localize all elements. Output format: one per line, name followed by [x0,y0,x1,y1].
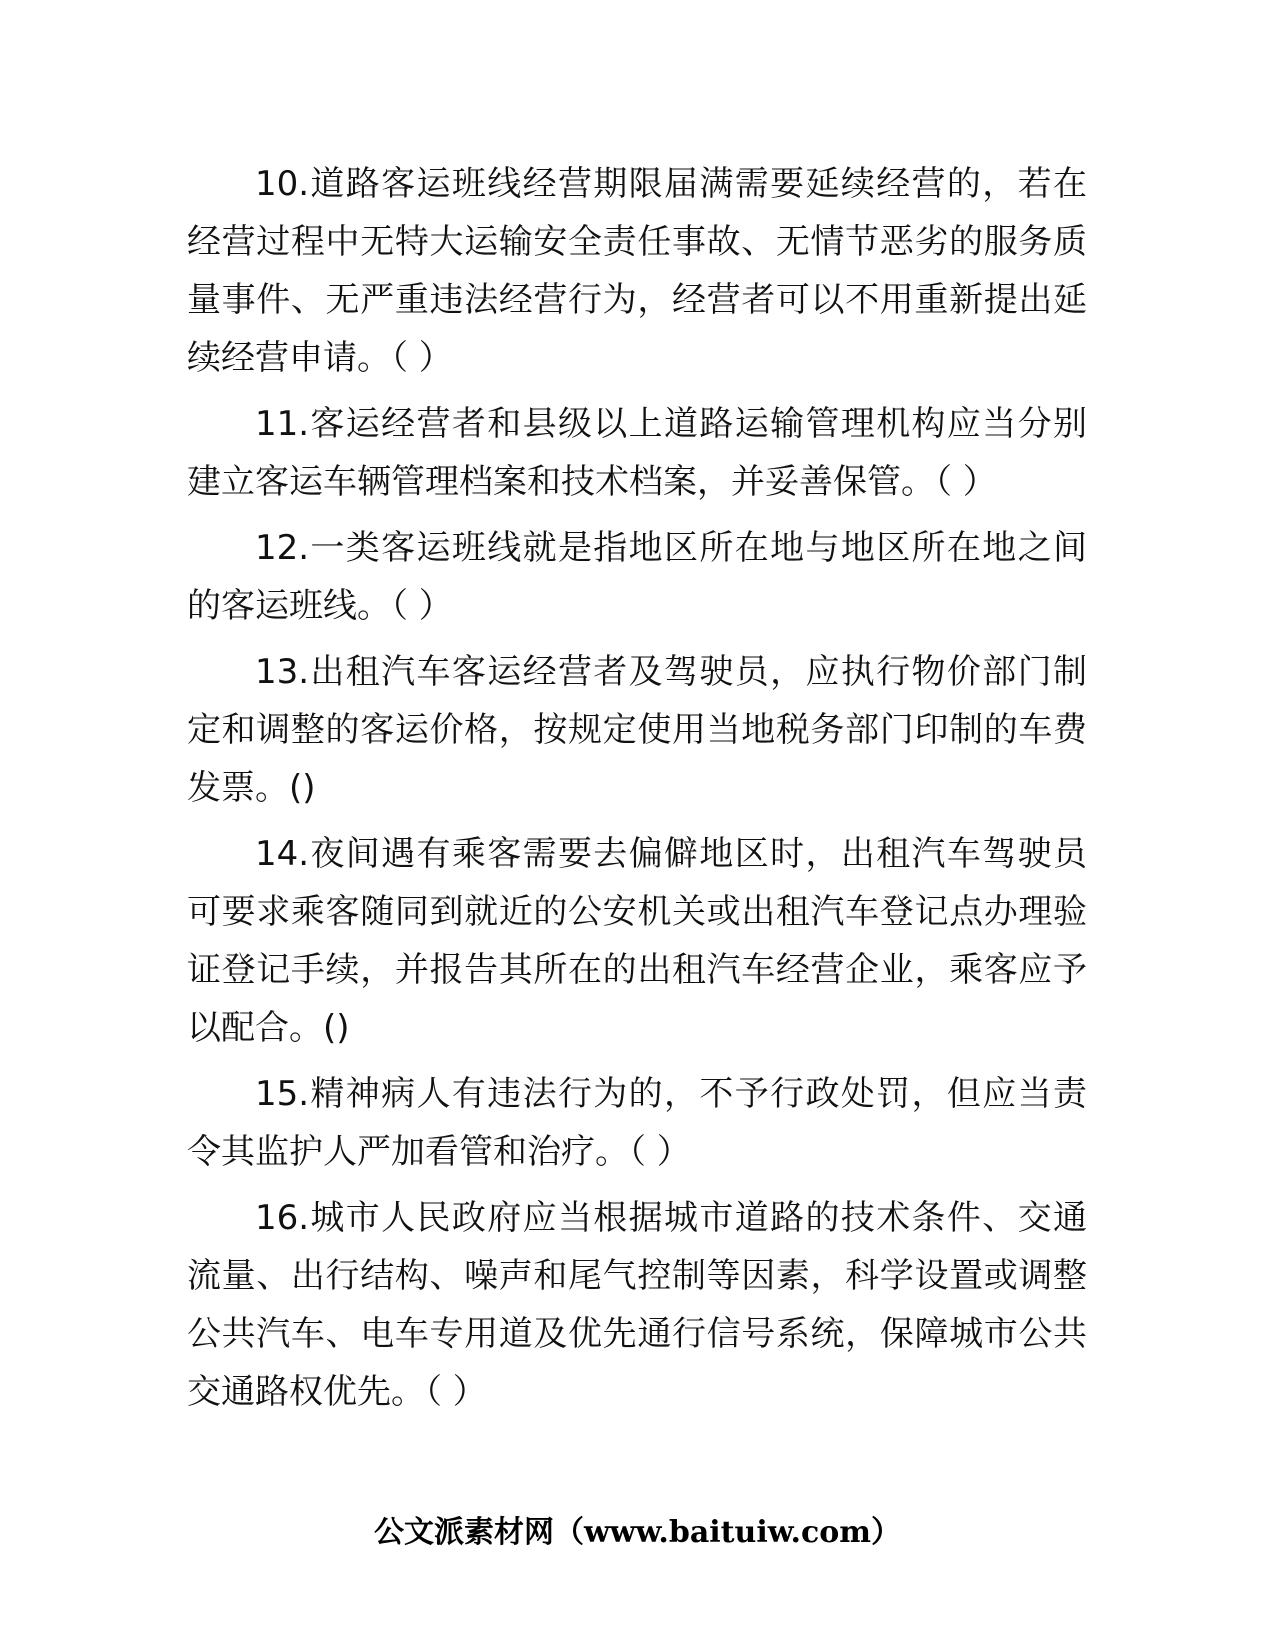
footer-watermark-text: 公文派素材网（www.baituiw.com） [373,1515,902,1550]
question-item-11: 11.客运经营者和县级以上道路运输管理机构应当分别建立客运车辆管理档案和技术档案，并妥善保管。（ ） [187,404,1087,502]
question-item-15: 15.精神病人有违法行为的，不予行政处罚，但应当责令其监护人严加看管和治疗。（ ） [187,1074,1087,1172]
question-item-12: 12.一类客运班线就是指地区所在地与地区所在地之间的客运班线。（ ） [187,528,1087,626]
question-item-16: 16.城市人民政府应当根据城市道路的技术条件、交通流量、出行结构、噪声和尾气控制等因素，科学设置或调整公共汽车、电车专用道及优先通行信号系统，保障城市公共交通路权优先。（ ） [187,1198,1087,1412]
question-item-14: 14.夜间遇有乘客需要去偏僻地区时，出租汽车驾驶员可要求乘客随同到就近的公安机关或出租汽车登记点办理验证登记手续，并报告其所在的出租汽车经营企业，乘客应予以配合。() [187,834,1087,1048]
question-item-13: 13.出租汽车客运经营者及驾驶员，应执行物价部门制定和调整的客运价格，按规定使用当地税务部门印制的车费发票。() [187,652,1087,808]
question-item-10: 10.道路客运班线经营期限届满需要延续经营的，若在经营过程中无特大运输安全责任事故、无情节恶劣的服务质量事件、无严重违法经营行为，经营者可以不用重新提出延续经营申请。（ ） [187,164,1087,378]
question-list [187,155,1087,1429]
